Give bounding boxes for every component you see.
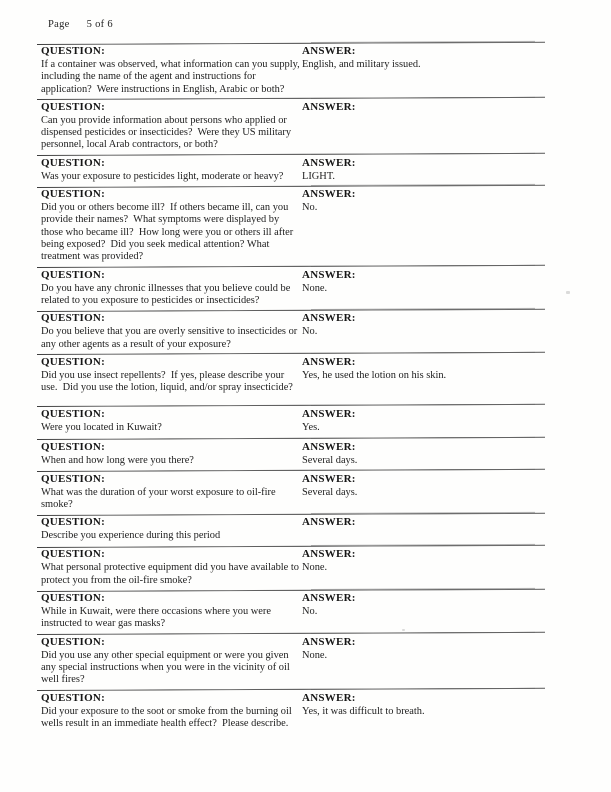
qa-row xyxy=(0,42,611,98)
answer-label: ANSWER: xyxy=(302,691,356,704)
answer-text: No. xyxy=(302,606,318,618)
question-column xyxy=(41,473,302,512)
answer-column xyxy=(302,441,547,467)
question-column xyxy=(41,592,302,631)
answer-column xyxy=(302,269,547,295)
question-text: Do you believe that you are overly sensitive to insecticides or any other agents as a result of your exposure? xyxy=(41,326,300,350)
answer-label: ANSWER: xyxy=(302,268,356,281)
question-column xyxy=(41,692,302,731)
question-label: QUESTION: xyxy=(41,312,105,325)
answer-text: Yes. xyxy=(302,421,320,433)
question-text: While in Kuwait, were there occasions where you were instructed to wear gas masks? xyxy=(41,606,274,630)
answer-text: Several days. xyxy=(302,486,358,498)
question-label: QUESTION: xyxy=(41,472,105,485)
question-text: Were you located in Kuwait? xyxy=(41,421,162,433)
question-label: QUESTION: xyxy=(41,516,105,529)
answer-text: None. xyxy=(302,649,328,661)
question-text: Did your exposure to the soot or smoke from the burning oil wells result in an immediate health effect? Please describe. xyxy=(41,705,295,729)
answer-text: English, and military issued. xyxy=(302,59,421,70)
answer-text: None. xyxy=(302,562,328,574)
question-label: QUESTION: xyxy=(41,100,105,113)
question-label: QUESTION: xyxy=(41,45,105,57)
question-label: QUESTION: xyxy=(41,268,105,281)
page-header-label: Page xyxy=(48,19,70,30)
row-divider-line xyxy=(37,470,545,473)
row-divider-line xyxy=(37,633,545,636)
question-label: QUESTION: xyxy=(41,592,105,605)
answer-text: Yes, he used the lotion on his skin. xyxy=(302,369,447,381)
question-text: Did you or others become ill? If others became ill, can you provide their names? What symptoms were displayed by those who became ill? How long were you or others ill after being exposed? Did you seek medical attention? What treatment was provided? xyxy=(41,202,296,263)
question-column xyxy=(41,101,302,152)
qa-row xyxy=(0,185,611,265)
qa-row xyxy=(0,689,611,736)
answer-text: Yes, it was difficult to breath. xyxy=(302,705,425,717)
answer-label: ANSWER: xyxy=(302,100,356,113)
answer-label: ANSWER: xyxy=(302,355,356,368)
answer-column xyxy=(302,636,547,662)
row-divider-line xyxy=(37,185,545,188)
question-column xyxy=(41,441,302,467)
answer-text: No. xyxy=(302,202,318,214)
answer-column xyxy=(302,516,547,530)
row-divider-line xyxy=(37,438,545,441)
qa-row xyxy=(0,353,611,405)
answer-column xyxy=(302,408,547,434)
qa-row xyxy=(0,633,611,689)
qa-table xyxy=(0,42,611,736)
answer-column xyxy=(302,312,547,338)
answer-label: ANSWER: xyxy=(302,635,356,648)
row-divider-line xyxy=(37,98,545,101)
qa-row xyxy=(0,470,611,514)
answer-label: ANSWER: xyxy=(302,188,356,201)
answer-label: ANSWER: xyxy=(302,45,356,57)
answer-column xyxy=(302,157,547,183)
qa-row xyxy=(0,438,611,470)
answer-column xyxy=(302,188,547,214)
question-column xyxy=(41,157,302,183)
qa-row xyxy=(0,405,611,438)
question-column xyxy=(41,548,302,587)
row-divider-line xyxy=(37,353,545,356)
answer-label: ANSWER: xyxy=(302,156,356,169)
qa-row xyxy=(0,589,611,633)
answer-text: LIGHT. xyxy=(302,170,335,182)
answer-label: ANSWER: xyxy=(302,407,356,420)
qa-row xyxy=(0,98,611,154)
question-label: QUESTION: xyxy=(41,440,105,453)
answer-text: Several days. xyxy=(302,454,358,466)
question-label: QUESTION: xyxy=(41,548,105,561)
question-column xyxy=(41,636,302,687)
question-label: QUESTION: xyxy=(41,156,105,169)
qa-row xyxy=(0,266,611,310)
answer-column xyxy=(302,473,547,499)
answer-label: ANSWER: xyxy=(302,548,356,561)
answer-column xyxy=(302,356,547,382)
row-divider-line xyxy=(37,689,545,692)
question-text: Do you have any chronic illnesses that you believe could be related to you exposure to pesticides or insecticides? xyxy=(41,282,293,306)
page-number: 5 of 6 xyxy=(86,19,113,30)
question-text: Was your exposure to pesticides light, moderate or heavy? xyxy=(41,170,284,182)
row-divider-line xyxy=(37,405,545,408)
answer-column xyxy=(302,692,547,718)
question-label: QUESTION: xyxy=(41,635,105,648)
qa-row xyxy=(0,513,611,545)
scan-artifact-speck xyxy=(566,291,570,294)
question-text: What personal protective equipment did you have available to protect you from the oil-fire smoke? xyxy=(41,562,302,586)
question-label: QUESTION: xyxy=(41,188,105,201)
answer-label: ANSWER: xyxy=(302,440,356,453)
page-header xyxy=(48,19,113,30)
question-column xyxy=(41,269,302,308)
answer-label: ANSWER: xyxy=(302,516,356,529)
row-divider-line xyxy=(37,266,545,269)
question-column xyxy=(41,188,302,263)
qa-row xyxy=(0,545,611,589)
question-label: QUESTION: xyxy=(41,691,105,704)
answer-column xyxy=(302,548,547,574)
question-label: QUESTION: xyxy=(41,407,105,420)
question-text: Describe you experience during this period xyxy=(41,530,221,542)
question-column xyxy=(41,45,302,96)
answer-label: ANSWER: xyxy=(302,312,356,325)
answer-column xyxy=(302,101,547,115)
answer-label: ANSWER: xyxy=(302,472,356,485)
question-column xyxy=(41,312,302,351)
row-divider-line xyxy=(37,589,545,592)
question-text: Did you use any other special equipment or were you given any special instructions when you were in the vicinity of oil well fires? xyxy=(41,649,293,686)
row-divider-line xyxy=(37,154,545,157)
qa-row xyxy=(0,154,611,185)
question-text: What was the duration of your worst exposure to oil-fire smoke? xyxy=(41,486,279,511)
qa-row xyxy=(0,309,611,353)
question-text: If a container was observed, what information can you supply, including the name of the agent and instructions for application? Were instructions in English, Arabic or both? xyxy=(41,59,303,95)
answer-column xyxy=(302,592,547,618)
row-divider-line xyxy=(37,309,545,312)
scan-artifact-speck xyxy=(402,629,405,631)
answer-column xyxy=(302,45,547,71)
answer-label: ANSWER: xyxy=(302,592,356,605)
answer-text: No. xyxy=(302,326,318,338)
row-divider-line xyxy=(37,513,545,516)
answer-text: None. xyxy=(302,282,328,294)
question-column xyxy=(41,356,302,395)
question-text: When and how long were you there? xyxy=(41,454,194,466)
question-column xyxy=(41,408,302,434)
question-text: Did you use insect repellents? If yes, please describe your use. Did you use the lotion, liquid, and/or spray insecticide? xyxy=(41,369,293,394)
question-label: QUESTION: xyxy=(41,355,105,368)
question-column xyxy=(41,516,302,542)
row-divider-line xyxy=(37,545,545,548)
question-text: Can you provide information about persons who applied or dispensed pesticides or insecticides? Were they US military personnel, local Arab contractors, or both? xyxy=(41,114,294,151)
row-divider-line xyxy=(37,42,545,45)
